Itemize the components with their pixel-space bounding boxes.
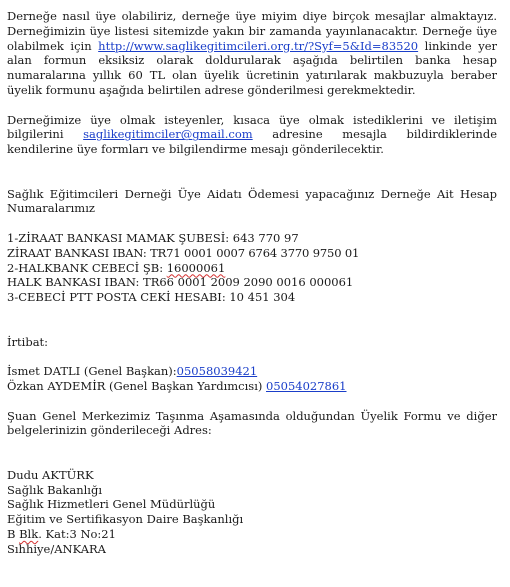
contact-heading: İrtibat: [7, 334, 49, 349]
contact-request-text-after-email: adresine mesajla bildirdiklerinde kendilerine üye formları ve bilgilendirme mesajı gönderilecektir. [7, 127, 497, 157]
contact-person-2-phone[interactable]: 05054027861 [266, 378, 347, 393]
address-block-abbrev: Blk [19, 526, 39, 541]
halkbank-account-number: 16000061 [166, 260, 226, 275]
contact-person-2-label: Özkan AYDEMİR (Genel Başkan Yardımcısı) [7, 378, 267, 393]
spacer [7, 320, 497, 335]
halkbank-branch-label: 2-HALKBANK CEBECİ ŞB: [7, 260, 167, 275]
spacer [7, 305, 497, 320]
contact-person-2 [7, 379, 497, 394]
spacer [7, 98, 497, 113]
membership-text-after-link: linkinde yer alan formun eksiksiz olarak doldurularak aşağıda belirtilen banka hesap numaralarına yıllık 60 TL olan üyelik ücretinin yatırılarak makbuzuyla beraber üyelik formunu aşağıda belirtilen adrese gönderilmesi gerekmektedir. [7, 38, 497, 97]
contact-request-paragraph [7, 113, 497, 157]
membership-text-before-link: Derneğe nasıl üye olabiliriz, derneğe üye miyim diye birçok mesajlar almaktayız. Derneğimizin üye listesi sitemizde yakın bir zamanda yayınlanacaktır. Derneğe üye olabilmek için [7, 9, 497, 53]
address-line-directorate: Sağlık Hizmetleri Genel Müdürlüğü [7, 497, 216, 512]
spacer [7, 216, 497, 231]
contact-person-1 [7, 364, 497, 379]
spacer [7, 349, 497, 364]
email-link[interactable]: saglikegitimciler@gmail.com [83, 127, 253, 142]
account-line-halkbank-iban: HALK BANKASI IBAN: TR66 0001 2009 2090 0016 000061 [7, 275, 354, 290]
account-line-ziraat-branch: 1-ZİRAAT BANKASI MAMAK ŞUBESİ: 643 770 97 [7, 230, 299, 245]
address-line-city: Sıhhiye/ANKARA [7, 541, 106, 556]
membership-form-link[interactable]: http://www.saglikegitimcileri.org.tr/?Syf=5&Id=83520 [98, 38, 419, 53]
spacer [7, 157, 497, 172]
address-line-ministry: Sağlık Bakanlığı [7, 482, 103, 497]
spacer [7, 438, 497, 453]
address-block-prefix: B [7, 526, 20, 541]
address-line-department: Eğitim ve Sertifikasyon Daire Başkanlığı [7, 512, 244, 527]
bank-accounts-heading: Sağlık Eğitimcileri Derneği Üye Aidatı Ödemesi yapacağınız Derneğe Ait Hesap Numaralarımız [7, 186, 497, 216]
document-body [7, 9, 497, 556]
spacer [7, 394, 497, 409]
contact-request-text-before-email: Derneğimize üye olmak isteyenler, kısaca üye olmak istediklerini ve iletişim bilgilerini [7, 112, 497, 142]
contact-person-1-phone[interactable]: 05058039421 [176, 364, 258, 379]
membership-paragraph [7, 9, 497, 98]
account-line-ptt: 3-CEBECİ PTT POSTA CEKİ HESABI: 10 451 304 [7, 290, 296, 305]
account-line-halkbank-branch [7, 261, 497, 276]
contact-person-1-label: İsmet DATLI (Genel Başkan): [7, 364, 177, 379]
address-block-suffix: . Kat:3 No:21 [38, 526, 116, 541]
account-line-ziraat-iban: ZİRAAT BANKASI IBAN: TR71 0001 0007 6764 3770 9750 01 [7, 245, 360, 260]
spacer [7, 453, 497, 468]
address-line-name: Dudu AKTÜRK [7, 467, 94, 482]
spacer [7, 172, 497, 187]
address-line-block [7, 527, 497, 542]
address-intro: Şuan Genel Merkezimiz Taşınma Aşamasında olduğundan Üyelik Formu ve diğer belgelerinizin gönderileceği Adres: [7, 408, 497, 438]
